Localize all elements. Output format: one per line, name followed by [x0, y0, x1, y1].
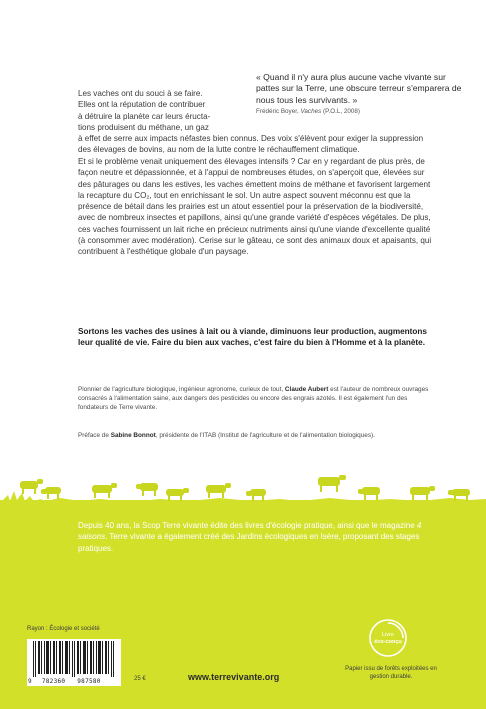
cow-icon [92, 483, 117, 498]
cow-icon [166, 488, 189, 501]
preface-author: Sabine Bonnot [110, 432, 156, 439]
isbn-digits [28, 678, 120, 685]
paragraph-argument: Et si le problème venait uniquement des élevages intensifs ? Car en y regardant de plus près, de façon neutre et dépassionnée, et à l'appui de nombreuses études, on s'aperçoit que, élevées sur des pâturages ou dans les estives, les vaches émettent moins de méthane et favorisent largement la recapture du CO₂, tout en enrichissant le sol. Un autre aspect souvent méconnu est que la présence de bétail dans les prairies est un atout essentiel pour la préservation de la biodiversité, avec de nombreux insectes et papillons, ainsi qu'une grande variété d'espèces végétales. De plus, ces vaches fournissent un lait riche en précieux nutriments ainsi qu'une viande d'excellente qualité (à consommer avec modération). Cerise sur le gâteau, ce sont des animaux doux et apaisants, qui contribuent à l'esthétique globale d'un paysage. [78, 157, 432, 257]
cow-icon [41, 487, 61, 499]
badge-line2: éco-conçu [374, 639, 402, 645]
quote-publisher: (P.O.L, 2008) [321, 108, 360, 116]
intro-line: tions produisent du méthane, un gaz [78, 122, 209, 132]
bio-before: Pionnier de l'agriculture biologique, ingénieur agronome, curieux de tout, [78, 386, 285, 393]
cow-icon [410, 486, 435, 500]
paper-note: Papier issu de forêts exploitées en gestion durable. [345, 666, 437, 680]
badge-line1: Livre [382, 632, 394, 638]
isbn-third: 987580 [77, 678, 101, 685]
cow-icon [358, 487, 380, 500]
paragraph-intro [78, 88, 432, 156]
website-link[interactable]: www.terrevivante.org [188, 672, 280, 682]
cow-pasture-illustration [0, 455, 486, 515]
magazine-name: 4 saisons [78, 521, 422, 542]
quote-author: Frédéric Boyer, [256, 108, 301, 116]
cow-icon [20, 479, 43, 494]
cow-icon [136, 483, 158, 496]
barcode-bars [27, 639, 121, 678]
shelf-category: Rayon : Écologie et société [27, 626, 100, 632]
isbn-second: 782360 [41, 678, 66, 685]
isbn-first: 9 [28, 678, 32, 685]
author-bio [78, 385, 438, 412]
intro-line: Elles ont la réputation de contribuer [78, 100, 206, 110]
blurb-after: . Terre vivante a également créé des Jardins écologiques en Isère, proposant des stages pratiques. [78, 532, 420, 553]
cow-icon [318, 475, 346, 492]
blurb-before: Depuis 40 ans, la Scop Terre vivante édite des livres d'écologie pratique, ainsi que le magazine [78, 521, 417, 530]
main-text [78, 88, 432, 258]
author-name: Claude Aubert [284, 386, 329, 393]
quote-work: Vaches [300, 108, 322, 116]
preface-before: Préface de [78, 432, 111, 439]
intro-line: Les vaches ont du souci à se faire. [78, 89, 203, 98]
cow-icon [246, 489, 266, 501]
bio-after: est l'auteur de nombreux ouvrages consacrés à l'alimentation saine, aux dangers des pesticides ou encore des engrais azotés. Il est également l'un des fondateurs de Terre vivante. [78, 386, 429, 411]
price: 25 € [134, 676, 146, 682]
cow-herd [20, 475, 470, 501]
intro-rest: à effet de serre aux impacts néfastes bien connus. Des voix s'élèvent pour exiger la suppression des élevages de bovins, au nom de la lutte contre le réchauffement climatique. [78, 134, 424, 155]
intro-line: à détruire la planète car leurs éructa- [78, 111, 211, 121]
cow-icon [206, 483, 231, 498]
preface-after: , présidente de l'ITAB (Institut de l'agriculture et de l'alimentation biologiques). [155, 432, 375, 439]
preface-note [78, 431, 438, 440]
quote-text: « Quand il n'y aura plus aucune vache vivante sur pattes sur la Terre, une obscure terreur s'emparera de nous tous les survivants. » [256, 72, 462, 105]
eco-design-badge-icon [368, 618, 408, 658]
pitch-text: Sortons les vaches des usines à lait ou à viande, diminuons leur production, augmentons leur qualité de vie. Faire du bien aux vaches, c'est faire du bien à l'Homme et à la planète. [78, 327, 427, 348]
publisher-blurb [78, 520, 438, 554]
